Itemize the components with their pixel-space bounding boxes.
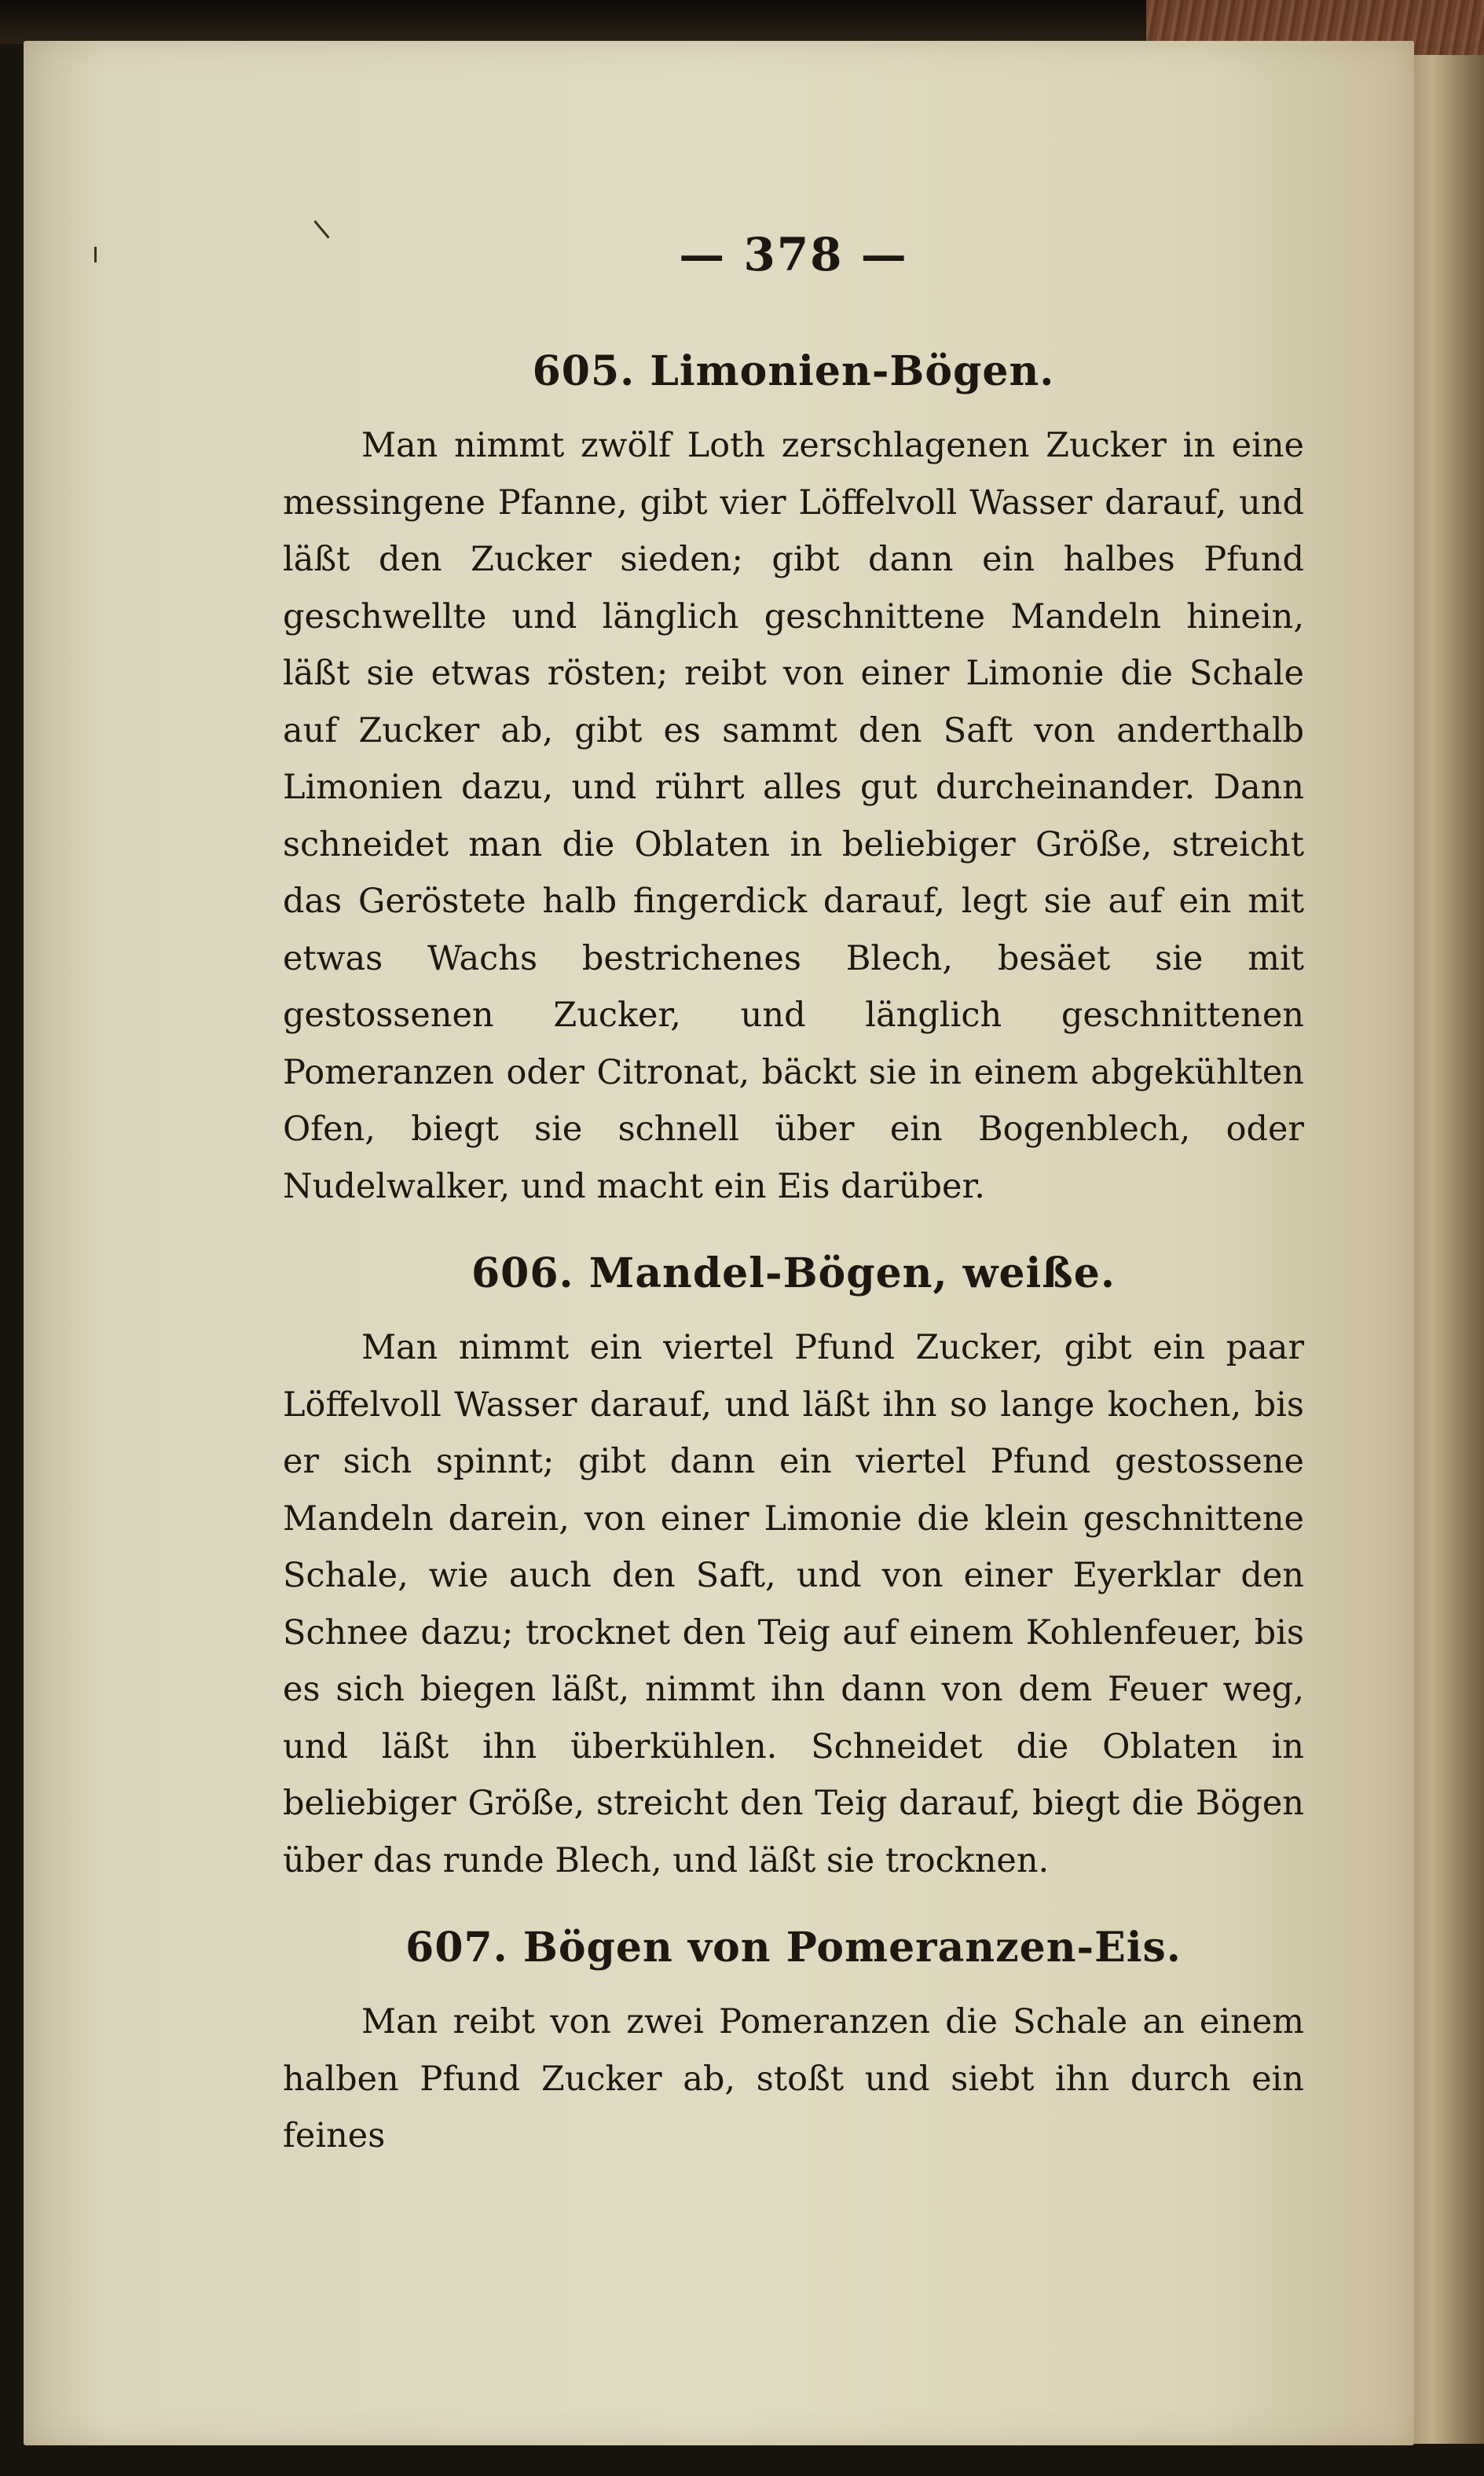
recipe-title: 606. Mandel-Bögen, weiße. [471, 1249, 1116, 1297]
ink-speck [94, 247, 97, 262]
recipe-title: 607. Bögen von Pomeranzen-Eis. [405, 1924, 1182, 1972]
recipe-606 [283, 1249, 1304, 1889]
recipe-text: Man nimmt ein viertel Pfund Zucker, gibt ein paar Löffelvoll Wasser darauf, und läßt ihn so lange kochen, bis er sich spinnt; gibt dann ein viertel Pfund gestossene Mandeln darein, von einer Limonie die klein geschnittene Schale, wie auch den Saft, und von einer Eyerklar den Schnee dazu; trocknet den Teig auf einem Kohlenfeuer, bis es sich biegen läßt, nimmt ihn dann von dem Feuer weg, und läßt ihn überkühlen. Schneidet die Oblaten in beliebiger Größe, streicht den Teig darauf, biegt die Bögen über das runde Blech, und läßt sie trocknen. [283, 1328, 1304, 1880]
recipe-605 [283, 347, 1304, 1215]
page-edge [1410, 55, 1484, 2444]
recipe-text: Man nimmt zwölf Loth zerschlagenen Zucker in eine messingene Pfanne, gibt vier Löffelvoll Wasser darauf, und läßt den Zucker sieden; gibt dann ein halbes Pfund geschwellte und länglich geschnittene Mandeln hinein, läßt sie etwas rösten; reibt von einer Limonie die Schale auf Zucker ab, gibt es sammt den Saft von anderthalb Limonien dazu, und rührt alles gut durcheinander. Dann schneidet man die Oblaten in beliebiger Größe, streicht das Geröstete halb fingerdick darauf, legt sie auf ein mit etwas Wachs bestrichenes Blech, besäet sie mit gestossenen Zucker, und länglich geschnittenen Pomeranzen oder Citronat, bäckt sie in einem abgekühlten Ofen, biegt sie schnell über ein Bogenblech, oder Nudelwalker, und macht ein Eis darüber. [283, 426, 1304, 1206]
page-content [283, 228, 1304, 2199]
recipe-607 [283, 1924, 1304, 2165]
page-number: — 378 — [679, 228, 908, 281]
recipe-title: 605. Limonien-Bögen. [532, 347, 1055, 395]
recipe-text: Man reibt von zwei Pomeranzen die Schale an einem halben Pfund Zucker ab, stoßt und siebt ihn durch ein feines [283, 2002, 1304, 2155]
